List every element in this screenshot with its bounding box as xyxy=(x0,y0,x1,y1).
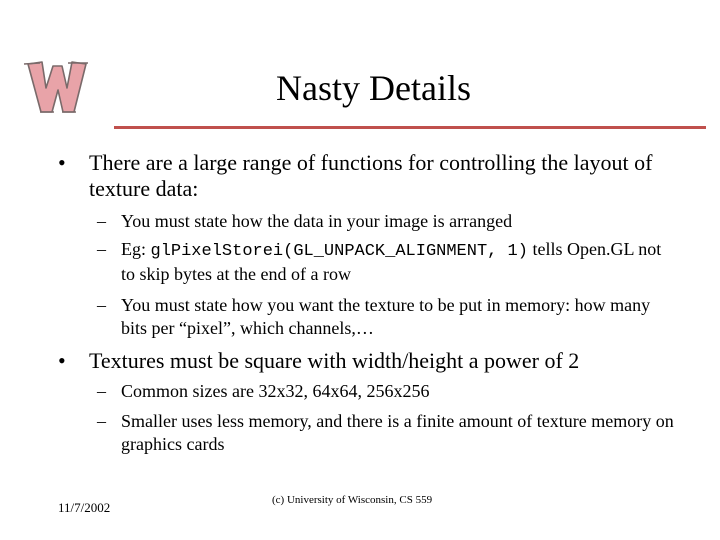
sub-bullet-text: Smaller uses less memory, and there is a finite amount of texture memory on graphics cards xyxy=(121,411,674,454)
title-divider xyxy=(114,126,706,129)
sub-bullet-marker: – xyxy=(97,411,106,431)
sub-bullet-text: Common sizes are 32x32, 64x64, 256x256 xyxy=(121,381,430,401)
bullet-marker: • xyxy=(58,348,66,373)
sub-bullet-item xyxy=(97,294,677,340)
sub-bullet-marker: – xyxy=(97,211,106,231)
sub-bullet-item xyxy=(97,238,677,286)
bullet-marker: • xyxy=(58,150,66,175)
footer-copyright: (c) University of Wisconsin, CS 559 xyxy=(272,494,433,506)
sub-bullet-text xyxy=(121,238,677,286)
sub-bullet-marker: – xyxy=(97,381,106,401)
sub-bullet-marker: – xyxy=(97,295,106,315)
bullet-text: Textures must be square with width/height a power of 2 xyxy=(89,348,580,373)
bullet-item xyxy=(58,150,662,202)
sub-bullet-prefix: Eg: xyxy=(121,239,151,259)
sub-bullet-text: You must state how the data in your image is arranged xyxy=(121,211,513,231)
sub-bullet-item xyxy=(97,380,677,403)
sub-bullet-item xyxy=(97,410,677,456)
bullet-text: There are a large range of functions for controlling the layout of texture data: xyxy=(89,150,653,201)
sub-bullet-marker: – xyxy=(97,239,106,259)
bullet-item xyxy=(58,348,662,374)
sub-bullet-suffix: tells Open.GL not to skip bytes at the end of a row xyxy=(121,239,662,284)
footer-date: 11/7/2002 xyxy=(58,500,111,515)
code-snippet: glPixelStorei(GL_UNPACK_ALIGNMENT, 1) xyxy=(150,242,528,261)
sub-bullet-item xyxy=(97,210,677,233)
sub-bullet-text: You must state how you want the texture to be put in memory: how many bits per “pixel”, which channels,… xyxy=(121,295,651,338)
slide-title: Nasty Details xyxy=(276,68,471,108)
wisconsin-w-logo-icon xyxy=(22,54,92,124)
